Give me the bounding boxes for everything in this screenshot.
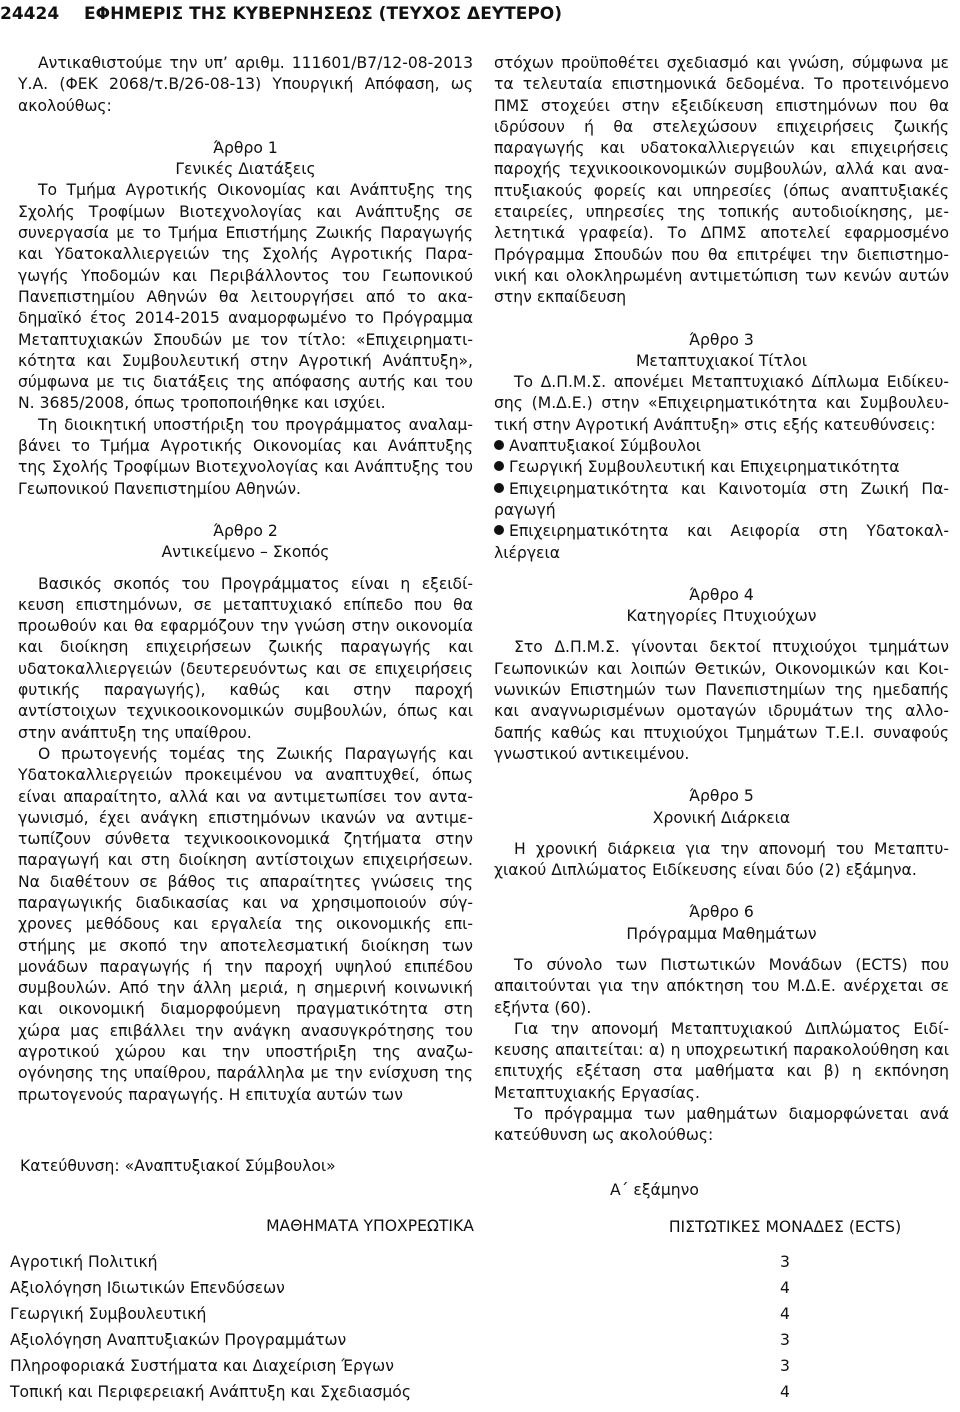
article-6-title: Άρθρο 6	[689, 903, 754, 922]
list-item: Επιχειρηματικότητα και Αειφορία στη Υδατοκαλλιέργεια	[494, 522, 949, 562]
article-1-paragraph: Τη διοικητική υποστήριξη του προγράμματος αναλαμβάνει το Τμήμα Αγροτικής Οικονομίας και Ανάπτυξης της Σχολής Τροφίμων Βιοτεχνολογίας και Ανάπτυξης του Γεωπονικού Πανεπιστημίου Αθηνών.	[18, 415, 473, 498]
table-row	[0, 1354, 960, 1380]
list-item: Αναπτυξιακοί Σύμβουλοι	[494, 436, 949, 457]
page-header	[0, 0, 960, 30]
article-6-subtitle: Πρόγραμμα Μαθημάτων	[626, 924, 817, 943]
article-2-paragraph: Ο πρωτογενής τομέας της Ζωικής Παραγωγής και Υδατοκαλλιεργειών προκειμένου να αναπτυχθεί, όπως είναι απαραίτητο, αλλά και να αντιμετωπίσει τον ανταγωνισμό, έχει ανάγκη επιστημόνων ικανών να αντιμετωπίζουν σύνθετα τεχνικοοικονομικά ζητήματα στην παραγωγή και στη διοίκηση αντίστοιχων επιχειρήσεων. Να διαθέτουν σε βάθος τις απαραίτητες γνώσεις της παραγωγικής διαδικασίας και να χρησιμοποιούν σύγχρονες μεθόδους και εργαλεία της οικονομικής επιστήμης με σκοπό την αποτελεσματική διοίκηση των μονάδων παραγωγής ή την παροχή υψηλού επιπέδου συμβουλών. Από την άλλη μεριά, η σημερινή κοινωνική και οικονομική διαμορφούμενη πραγματικότητα στη χώρα μας επιβάλλει την ανάγκη ανασυγκρότησης του αγροτικού χώρου και την υποστήριξη της αναζωογόνησης της υπαίθρου, παράλληλα με την ενίσχυση της πρωτογενούς παραγωγής. Η επιτυχία αυτών των	[18, 744, 473, 1104]
semester-row	[0, 1178, 960, 1204]
table-header-row	[0, 1204, 960, 1250]
course-name: Αξιολόγηση Αναπτυξιακών Προγραμμάτων	[10, 1331, 347, 1350]
table-row	[0, 1250, 960, 1276]
article-4-subtitle: Κατηγορίες Πτυχιούχων	[626, 607, 817, 626]
article-2-title: Άρθρο 2	[213, 521, 278, 540]
direction-heading: Κατεύθυνση: «Αναπτυξιακοί Σύμβουλοι»	[20, 1157, 336, 1175]
semester-label: Α΄ εξάμηνο	[610, 1181, 699, 1200]
course-name: Αγροτική Πολιτική	[10, 1253, 158, 1272]
ects-column-header: ΠΙΣΤΩΤΙΚΕΣ ΜΟΝΑΔΕΣ (ECTS)	[668, 1218, 902, 1236]
course-ects: 3	[780, 1253, 790, 1272]
course-ects: 4	[780, 1383, 790, 1402]
article-4-title: Άρθρο 4	[689, 585, 754, 604]
article-3-title: Άρθρο 3	[689, 330, 754, 349]
left-column	[18, 53, 473, 1106]
article-5-subtitle: Χρονική Διάρκεια	[652, 808, 791, 827]
article-2-subtitle: Αντικείμενο – Σκοπός	[161, 543, 330, 562]
courses-column-header: ΜΑΘΗΜΑΤΑ ΥΠΟΧΡΕΩΤΙΚΑ	[266, 1217, 474, 1236]
continued-paragraph: στόχων προϋποθέτει σχεδιασμό και γνώση, σύμφωνα με τα τελευταία επιστημονικά δεδομένα. Το προτεινόμενο ΠΜΣ στοχεύει στην εξειδίκευση επιστημόνων που θα ιδρύσουν ή θα στελεχώσουν επιχειρήσεις ζωικής παραγωγής και υδατοκαλλιεργειών και επιχειρήσεις παροχής τεχνικοοικονομικών συμβουλών, αλλά και αναπτυξιακούς φορείς και υπηρεσίες (όπως αναπτυξιακές εταιρείες, υπηρεσίες της τοπικής αυτοδιοίκησης, μελετητικά γραφεία). Το ΔΠΜΣ αποτελεί εφαρμοσμένο Πρόγραμμα Σπουδών που θα επιτρέψει την διεπιστημονική και ολοκληρωμένη αντιμετώπιση των κενών αυτών στην εκπαίδευση	[494, 54, 949, 307]
article-3-paragraph: Το Δ.Π.Μ.Σ. απονέμει Μεταπτυχιακό Δίπλωμα Ειδίκευσης (Μ.Δ.Ε.) στην «Επιχειρηματικότητα και Συμβουλευτική στην Αγροτική Ανάπτυξη» στις εξής κατευθύνσεις:	[494, 373, 949, 434]
article-4-paragraph: Στο Δ.Π.Μ.Σ. γίνονται δεκτοί πτυχιούχοι τμημάτων Γεωπονικών και λοιπών Θετικών, Οικονομικών και Κοινωνικών Επιστημών των Πανεπιστημίων της ημεδαπής και αναγνωρισμένων ομοταγών ιδρυμάτων της αλλοδαπής καθώς και πτυχιούχοι Τμημάτων Τ.Ε.Ι. συναφούς γνωστικού αντικειμένου.	[494, 638, 949, 763]
article-6-paragraph: Το σύνολο των Πιστωτικών Μονάδων (ECTS) που απαιτούνται για την απόκτηση του Μ.Δ.Ε. ανέρχεται σε εξήντα (60).	[494, 955, 949, 1017]
article-3-subtitle: Μεταπτυχιακοί Τίτλοι	[635, 351, 808, 370]
article-6-paragraph: Για την απονομή Μεταπτυχιακού Διπλώματος Ειδίκευσης απαιτείται: α) η υποχρεωτική παρακολούθηση και επιτυχής εξέταση στα μαθήματα και β) η εκπόνηση Μεταπτυχιακής Εργασίας.	[494, 1019, 949, 1102]
page-number: 24424	[0, 4, 60, 24]
table-row	[0, 1328, 960, 1354]
table-row	[0, 1276, 960, 1302]
bullet-icon	[494, 461, 504, 471]
list-item: Γεωργική Συμβουλευτική και Επιχειρηματικότητα	[494, 457, 949, 478]
course-name: Γεωργική Συμβουλευτική	[10, 1305, 207, 1324]
article-1-subtitle: Γενικές Διατάξεις	[175, 160, 316, 179]
right-column	[494, 53, 949, 1147]
course-ects: 3	[780, 1331, 790, 1350]
article-5-paragraph: Η χρονική διάρκεια για την απονομή του Μεταπτυχιακού Διπλώματος Ειδίκευσης είναι δύο (2) εξάμηνα.	[494, 839, 949, 880]
course-name: Τοπική και Περιφερειακή Ανάπτυξη και Σχεδιασμός	[10, 1383, 411, 1402]
gazette-title: ΕΦΗΜΕΡΙΣ ΤΗΣ ΚΥΒΕΡΝΗΣΕΩΣ (ΤΕΥΧΟΣ ΔΕΥΤΕΡΟ)	[84, 4, 563, 24]
course-ects: 3	[780, 1357, 790, 1376]
course-name: Πληροφοριακά Συστήματα και Διαχείριση Έργων	[10, 1357, 394, 1376]
article-1-paragraph: Το Τμήμα Αγροτικής Οικονομίας και Ανάπτυξης της Σχολής Τροφίμων Βιοτεχνολογίας και Ανάπτυξης σε συνεργασία με το Τμήμα Επιστήμης Ζωικής Παραγωγής και Υδατοκαλλιεργειών της Σχολής Αγροτικής Παραγωγής Υποδομών και Περιβάλλοντος του Γεωπονικού Πανεπιστημίου Αθηνών θα λειτουργήσει από το ακαδημαϊκό έτος 2014-2015 αναμορφωμένο το Πρόγραμμα Μεταπτυχιακών Σπουδών με τον τίτλο: «Επιχειρηματικότητα και Συμβουλευτική στην Αγροτική Ανάπτυξη», σύμφωνα με τις διατάξεις της απόφασης αυτής και του Ν. 3685/2008, όπως τροποποιήθηκε και ισχύει.	[18, 181, 473, 413]
table-row	[0, 1380, 960, 1406]
list-item: Επιχειρηματικότητα και Καινοτομία στη Ζωική Παραγωγή	[494, 479, 949, 519]
article-6-paragraph: Το πρόγραμμα των μαθημάτων διαμορφώνεται ανά κατεύθυνση ως ακολούθως:	[494, 1105, 949, 1145]
intro-paragraph: Αντικαθιστούμε την υπ’ αριθμ. 111601/Β7/12-08-2013 Υ.Α. (ΦΕΚ 2068/τ.Β/26-08-13) Υπουργική Απόφαση, ως ακολούθως:	[18, 54, 473, 115]
bullet-icon	[494, 483, 504, 493]
courses-table	[0, 1178, 960, 1406]
course-name: Αξιολόγηση Ιδιωτικών Επενδύσεων	[10, 1279, 285, 1298]
article-5-title: Άρθρο 5	[689, 787, 754, 806]
course-ects: 4	[780, 1305, 790, 1324]
course-ects: 4	[780, 1279, 790, 1298]
bullet-icon	[494, 440, 504, 450]
bullet-icon	[494, 525, 504, 535]
table-row	[0, 1302, 960, 1328]
article-1-title: Άρθρο 1	[213, 138, 278, 157]
article-2-paragraph: Βασικός σκοπός του Προγράμματος είναι η εξειδίκευση επιστημόνων, σε μεταπτυχιακό επίπεδο που θα προωθούν και θα εφαρμόζουν την γνώση στην οικονομία και διοίκηση επιχειρήσεων ζωικής παραγωγής και υδατοκαλλιεργειών (δευτερευόντως και σε επιχειρήσεις φυτικής παραγωγής), καθώς και στην παροχή αντίστοιχων τεχνικοοικονομικών συμβουλών, όπως και στην ανάπτυξη της υπαίθρου.	[18, 574, 473, 742]
